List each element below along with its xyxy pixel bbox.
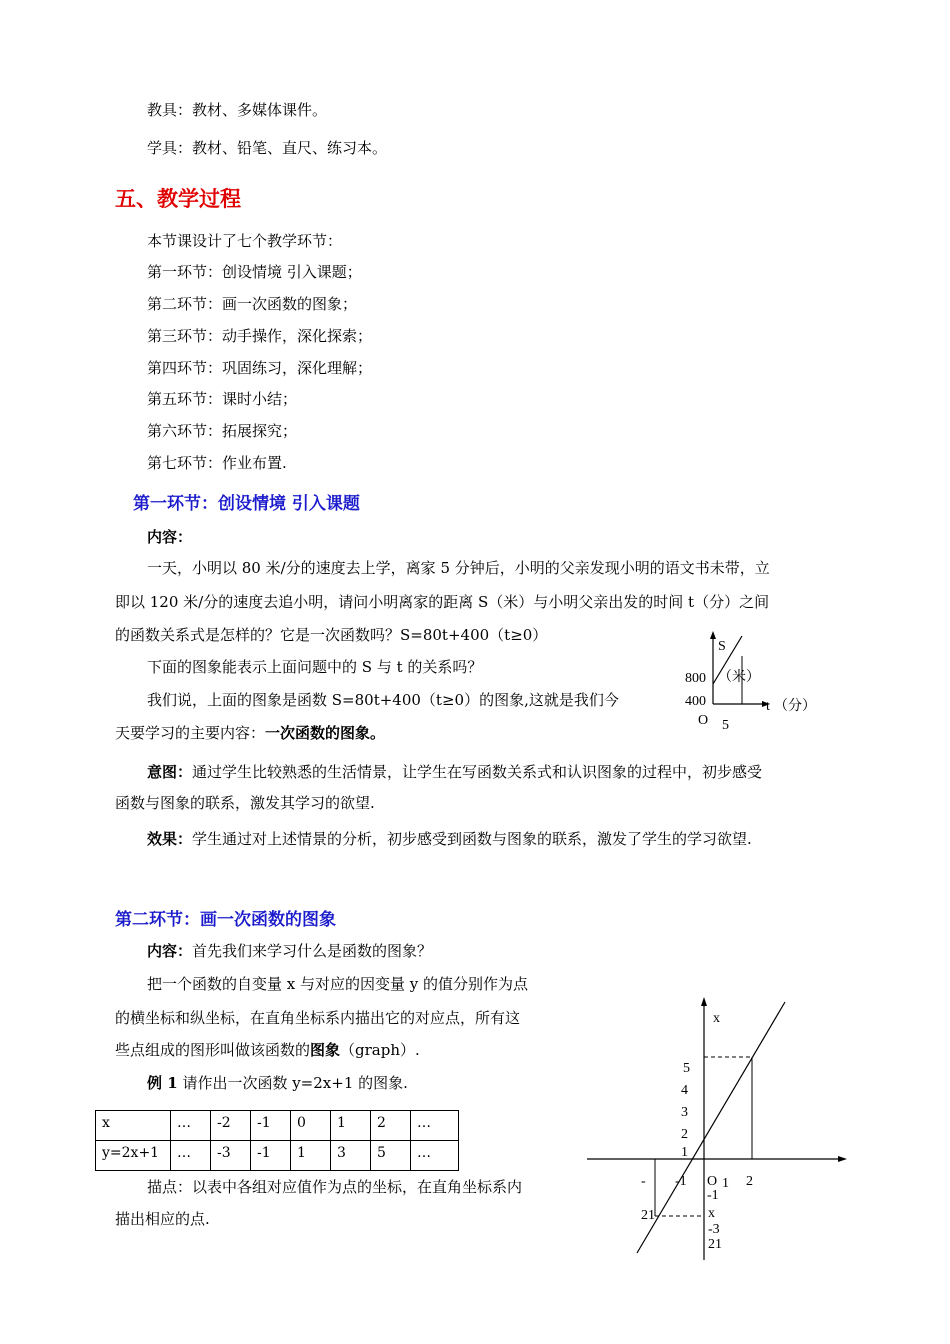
st-tick-400: 400 (685, 694, 706, 709)
table-cell: -2 (211, 1111, 251, 1141)
st-y-unit: （米） (718, 670, 760, 685)
step-6: 第六环节：拓展探究； (147, 422, 298, 440)
link1-p2: 下面的图象能表示上面问题中的 S 与 t 的关系吗？ (147, 658, 483, 676)
step-1: 第一环节：创设情境 引入课题； (147, 263, 362, 281)
link1-content-label: 内容： (147, 528, 193, 546)
link1-p1-line1: 一天，小明以 80 米/分的速度去上学，离家 5 分钟后，小明的父亲发现小明的语文书未带，立 (147, 559, 770, 577)
step-3: 第三环节：动手操作，深化探索； (147, 327, 373, 345)
bottom-21: 21 (708, 1237, 722, 1252)
table-cell: -1 (251, 1141, 291, 1171)
step-4: 第四环节：巩固练习，深化理解； (147, 359, 373, 377)
table-cell: x (96, 1111, 171, 1141)
st-x-label: t (766, 699, 770, 714)
link2-content: 内容：首先我们来学习什么是函数的图象？ (147, 942, 433, 960)
st-y-label: S (718, 639, 726, 654)
learning-tools-line: 学具：教材、铅笔、直尺、练习本。 (147, 139, 388, 157)
neg-1-label: -1 (675, 1174, 687, 1189)
table-cell: 1 (331, 1111, 371, 1141)
y-tick-3: 3 (681, 1105, 688, 1120)
link2-p1-line3: 些点组成的图形叫做该函数的图象（graph）. (115, 1041, 420, 1059)
link1-effect: 效果：学生通过对上述情景的分析，初步感受到函数与图象的联系，激发了学生的学习欲望. (147, 830, 752, 848)
table-cell: 5 (371, 1141, 411, 1171)
table-cell: 1 (291, 1141, 331, 1171)
link2-heading: 第二环节：画一次函数的图象 (115, 910, 336, 930)
table-cell: 0 (291, 1111, 331, 1141)
st-y-arrow (710, 631, 716, 639)
section-intro: 本节课设计了七个教学环节： (147, 232, 343, 250)
big-x-arrow (838, 1156, 847, 1162)
st-graph (680, 628, 840, 738)
section-heading: 五、教学过程 (115, 186, 241, 211)
table-cell: -3 (211, 1141, 251, 1171)
st-origin: O (698, 713, 709, 728)
big-y-axis-label: x (713, 1011, 720, 1026)
link1-p1-line2: 即以 120 米/分的速度去追小明，请问小明离家的距离 S（米）与小明父亲出发的时间 t（分）之间 (115, 593, 770, 611)
below-neg1: -1 (707, 1188, 719, 1203)
x-tick-2: 2 (746, 1174, 753, 1189)
big-y-arrow (701, 997, 707, 1006)
link2-p1-line2: 的横坐标和纵坐标，在直角坐标系内描出它的对应点，所有这 (115, 1009, 521, 1027)
link1-p1-line3: 的函数关系式是怎样的？它是一次函数吗？S=80t+400（t≥0） (115, 626, 548, 644)
table-cell: 2 (371, 1111, 411, 1141)
link1-intent-line1: 意图：通过学生比较熟悉的生活情景，让学生在写函数关系式和认识图象的过程中，初步感受 (147, 763, 763, 781)
x-tick-1: 1 (722, 1176, 729, 1191)
plot-line1: 描点：以表中各组对应值作为点的坐标，在直角坐标系内 (147, 1178, 523, 1196)
y-tick-4: 4 (681, 1083, 688, 1098)
link1-p3-line1: 我们说，上面的图象是函数 S=80t+400（t≥0）的图象,这就是我们今 (147, 691, 619, 709)
link1-intent-line2: 函数与图象的联系，激发其学习的欲望. (115, 794, 375, 812)
table-cell: 3 (331, 1141, 371, 1171)
table-cell: … (411, 1141, 459, 1171)
table-row (96, 1111, 459, 1141)
table-cell: … (171, 1111, 211, 1141)
table-cell: … (411, 1111, 459, 1141)
link1-heading: 第一环节：创设情境 引入课题 (133, 494, 360, 514)
linear-graph (585, 995, 855, 1265)
neg-dash: - (641, 1174, 646, 1189)
st-x-unit: （分） (774, 699, 816, 714)
table-cell: -1 (251, 1111, 291, 1141)
y-tick-1: 1 (681, 1145, 688, 1160)
below-x: x (708, 1206, 715, 1221)
big-origin: O (707, 1174, 718, 1189)
step-7: 第七环节：作业布置. (147, 454, 287, 472)
y-tick-5: 5 (683, 1061, 690, 1076)
st-tick-800: 800 (685, 671, 706, 686)
step-5: 第五环节：课时小结； (147, 390, 298, 408)
y-tick-2: 2 (681, 1127, 688, 1142)
plot-line2: 描出相应的点. (115, 1210, 210, 1228)
link2-p1-line1: 把一个函数的自变量 x 与对应的因变量 y 的值分别作为点 (147, 975, 529, 993)
st-x-tick-5: 5 (722, 718, 729, 733)
table-cell: … (171, 1141, 211, 1171)
table-row (96, 1141, 459, 1171)
step-2: 第二环节：画一次函数的图象； (147, 295, 358, 313)
teaching-tools-line: 教具：教材、多媒体课件。 (147, 101, 328, 119)
below-neg3: -3 (708, 1222, 720, 1237)
left-21: 21 (641, 1208, 655, 1223)
example-1: 例 1 请作出一次函数 y=2x+1 的图象. (147, 1074, 408, 1092)
link1-p3-line2: 天要学习的主要内容：一次函数的图象。 (115, 724, 386, 742)
value-table (95, 1110, 459, 1171)
table-cell: y=2x+1 (96, 1141, 171, 1171)
